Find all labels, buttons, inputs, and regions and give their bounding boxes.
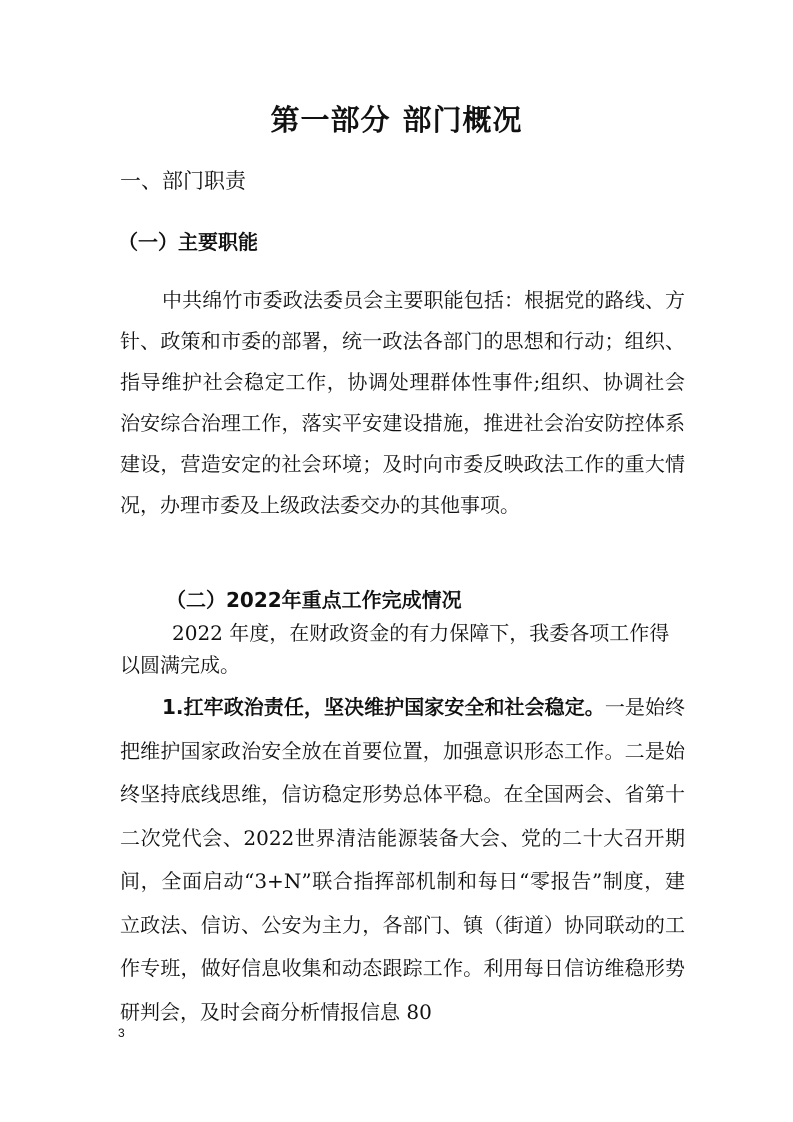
page-number: 3 (118, 1026, 125, 1040)
main-functions-paragraph: 中共绵竹市委政法委员会主要职能包括：根据党的路线、方针、政策和市委的部署，统一政法各部门的思想和行动；组织、指导维护社会稳定工作，协调处理群体性事件;组织、协调社会治安综合治理工作，落实平安建设措施，推进社会治安防控体系建设，营造安定的社会环境；及时向市委反映政法工作的重大情况，办理市委及上级政法委交办的其他事项。 (120, 288, 685, 517)
key-work-item-1-paragraph (120, 686, 685, 1034)
subsection-heading-key-work: （二）2022年重点工作完成情况 (166, 588, 462, 612)
page-title (0, 98, 793, 139)
subsection-heading-main-functions: （一）主要职能 (118, 230, 258, 254)
key-work-item-1-body: 一是始终把维护国家政治安全放在首要位置，加强意识形态工作。二是始终坚持底线思维，信访稳定形势总体平稳。在全国两会、省第十二次党代会、2022世界清洁能源装备大会、党的二十大召开期间，全面启动“3+N”联合指挥部机制和每日“零报告”制度，建立政法、信访、公安为主力，各部门、镇（街道）协同联动的工作专班，做好信息收集和动态跟踪工作。利用每日信访维稳形势研判会，及时会商分析情报信息 80 (120, 695, 686, 1024)
section-heading-duties: 一、部门职责 (120, 169, 246, 193)
key-work-item-1-lead: 1.扛牢政治责任，坚决维护国家安全和社会稳定。 (162, 695, 605, 719)
title-name: 部门概况 (402, 103, 523, 137)
key-work-intro-paragraph: 2022 年度，在财政资金的有力保障下，我委各项工作得以圆满完成。 (120, 621, 670, 677)
title-part: 第一部分 (270, 103, 391, 137)
